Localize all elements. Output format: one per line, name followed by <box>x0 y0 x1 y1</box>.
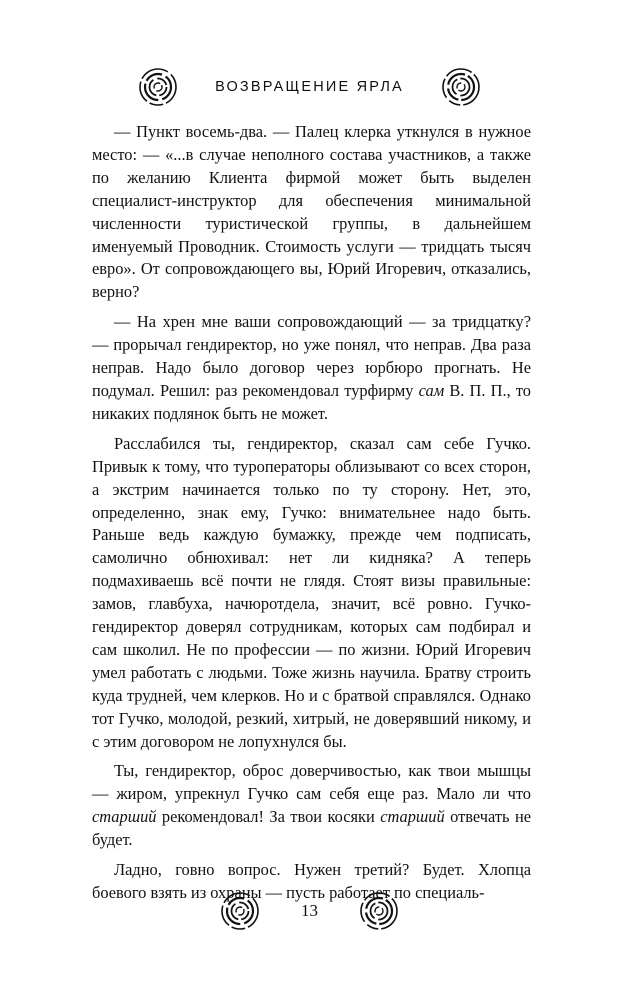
text-run: — Пункт восемь-два. — Палец клерка уткнулся в нужное место: — «...в случае неполного состава участников, а также по желанию Клиента фирмой может быть выделен специалист-инструктор для обеспечения минимальной численности туристической группы, в дальнейшем именуемый Проводник. Стоимость услуги — тридцать тысяч евро». От сопровождающего вы, Юрий Игоревич, отказались, верно? <box>92 122 531 302</box>
running-header <box>0 64 619 110</box>
paragraph <box>92 433 531 754</box>
italic-text: старший <box>92 807 157 827</box>
text-run: отвечать не будет. <box>92 807 531 850</box>
italic-text: сам <box>418 380 445 400</box>
page-number: 13 <box>301 901 318 920</box>
spiral-ornament-icon <box>137 66 179 108</box>
text-run: Расслабился ты, гендиректор, сказал сам себе Гучко. Привык к тому, что туроператоры облизывают со всех сторон, а экстрим начинается только по ту сторону. Нет, это, определенно, знак ему, Гучко: внимательнее надо быть. Раньше ведь каждую бумажку, прежде чем подписать, самолично обнюхивал: нет ли кидняка? А теперь подмахиваешь всё почти не глядя. Стоят визы правильные: замов, главбуха, начюротдела, значит, всё ровно. Гучко-гендиректор доверял сотрудникам, которых сам подбирал и сам школил. Не по профессии — по жизни. Юрий Игоревич умел работать с людьми. Тоже жизнь научила. Братву строить куда трудней, чем клерков. Но и с братвой справлялся. Однако тот Гучко, молодой, резкий, хитрый, не доверявший никому, и с этим договором не лопухнулся бы. <box>92 433 531 751</box>
italic-text: старший <box>380 807 445 827</box>
spiral-ornament-icon <box>219 890 261 932</box>
text-run: Ладно, говно вопрос. Нужен третий? Будет. Хлопца боевого взять из охраны — пусть работает по специаль- <box>92 860 531 902</box>
spiral-ornament-icon <box>358 890 400 932</box>
text-run: рекомендовал! За твои косяки <box>156 807 381 827</box>
text-run: В. П. П., то никаких подлянок быть не может. <box>92 380 532 423</box>
paragraph <box>92 760 531 852</box>
paragraph <box>92 121 531 304</box>
paragraph <box>92 311 531 426</box>
text-run: — На хрен мне ваши сопровождающий — за тридцатку? — прорычал гендиректор, но уже понял, что неправ. Два раза неправ. Надо было договор через юрбюро прогнать. Не подумал. Решил: раз рекомендовал турфирму <box>92 312 531 400</box>
page-footer <box>0 888 619 934</box>
running-title: ВОЗВРАЩЕНИЕ ЯРЛА <box>215 79 404 95</box>
spiral-ornament-icon <box>440 66 482 108</box>
body-text <box>92 121 531 912</box>
text-run: Ты, гендиректор, оброс доверчивостью, как твои мышцы — жиром, упрекнул Гучко сам себя еще раз. Мало ли что <box>92 761 531 804</box>
